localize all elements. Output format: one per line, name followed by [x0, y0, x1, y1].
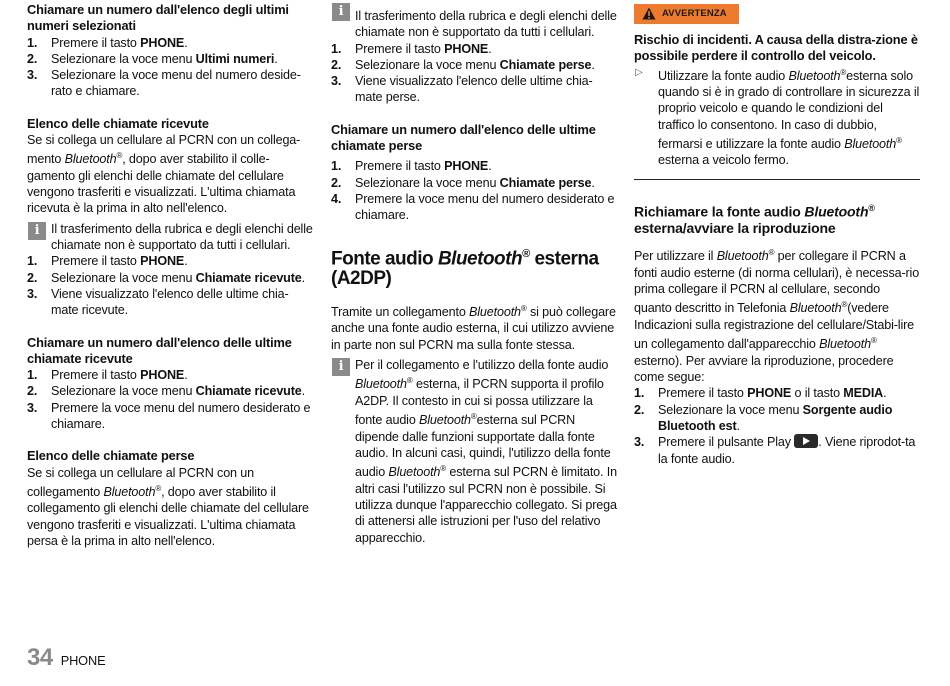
- triangle-bullet-icon: ▷: [635, 66, 643, 78]
- info-note: i Il trasferimento della rubrica e degli elenchi delle chiamate non è supportato da tutti i cellulari.: [27, 221, 313, 254]
- steps-call-from-missed: [331, 158, 617, 223]
- column-left: [27, 0, 313, 549]
- page-footer: [27, 644, 106, 671]
- info-icon: i: [332, 3, 350, 21]
- step-item: 3. Selezionare la voce menu del numero deside-rato e chiamare.: [27, 68, 301, 99]
- heading-call-from-received: Chiamare un numero dall'elenco delle ultime chiamate ricevute: [27, 334, 292, 366]
- step-item: 1. Premere il tasto PHONE.: [27, 368, 188, 383]
- column-right: [634, 0, 920, 467]
- step-item: 1. Premere il tasto PHONE.: [331, 41, 492, 56]
- warning-label: AVVERTENZA: [662, 8, 727, 19]
- warning-title: Rischio di incidenti. A causa della distra-zione è possibile perdere il controllo del veicolo.: [634, 32, 918, 64]
- info-note: i Il trasferimento della rubrica e degli elenchi delle chiamate non è supportato da tutti i cellulari.: [331, 8, 617, 41]
- steps-recent-dialed: [27, 35, 313, 100]
- step-item: 4. Premere la voce menu del numero desiderato e chiamare.: [331, 191, 615, 223]
- step-item: 2. Selezionare la voce menu Chiamate perse.: [331, 175, 595, 190]
- warning-badge: [634, 4, 739, 24]
- info-note: i Per il collegamento e l'utilizzo della fonte audio Bluetooth® esterna, il PCRN supporta il profilo A2DP. Il contesto in cui si possa utilizzare la fonte audio Bluetooth®esterna sul PCRN dipende dalle funzioni supportate dalla fonte audio. In alcuni casi, quindi, l'utilizzo della fonte audio Bluetooth® esterna sul PCRN è limitato. In altri casi l'utilizzo sul PCRN non è possibile. Si utilizza dunque l'apparecchio collegato. Si prega di attenersi alle istruzioni per l'uso del relativo apparecchio.: [331, 357, 617, 546]
- step-item: 2. Selezionare la voce menu Sorgente audio Bluetooth est.: [634, 402, 893, 433]
- step-item: 2. Selezionare la voce menu Chiamate ricevute.: [27, 384, 305, 399]
- info-icon: i: [332, 358, 350, 376]
- step-item: 3. Premere la voce menu del numero desiderato e chiamare.: [27, 400, 311, 432]
- step-item: 3. Premere il pulsante Play . Viene riprodot-ta la fonte audio.: [634, 435, 916, 466]
- steps-start-playback: [634, 385, 920, 466]
- paragraph-bluetooth-audio: Tramite un collegamento Bluetooth® si può collegare anche una fonte audio esterna, il cui utilizzo avviene in parte non sul PCRN ma sulla fonte stessa.: [331, 303, 616, 352]
- step-item: 1. Premere il tasto PHONE.: [27, 254, 188, 269]
- steps-missed-calls: [331, 41, 617, 106]
- step-item: 1. Premere il tasto PHONE.: [331, 159, 492, 174]
- step-item: 2. Selezionare la voce menu Ultimi numeri.: [27, 51, 278, 66]
- step-item: 3. Viene visualizzato l'elenco delle ultime chia-mate ricevute.: [27, 286, 289, 318]
- page-number: 34: [27, 644, 53, 671]
- step-item: 3. Viene visualizzato l'elenco delle ultime chia-mate perse.: [331, 74, 593, 105]
- warning-text: ▷ Utilizzare la fonte audio Bluetooth®esterna solo quando si è in grado di controllare in sicurezza il proprio veicolo e quando le condizioni del traffico lo consentono. In caso di dubbio, fermarsi e utilizzare la fonte audio Bluetooth® esterna a veicolo fermo.: [635, 66, 920, 168]
- step-item: 2. Selezionare la voce menu Chiamate perse.: [331, 57, 595, 72]
- heading-call-from-missed: Chiamare un numero dall'elenco delle ultime chiamate perse: [331, 121, 596, 154]
- steps-call-from-received: [27, 367, 313, 432]
- step-item: 1. Premere il tasto PHONE.: [27, 35, 188, 50]
- paragraph-received-calls: Se si collega un cellulare al PCRN con un collega-mento Bluetooth®, dopo aver stabilito il colle-gamento gli elenchi delle chiamate del cellulare vengono trasferiti e visualizzati. L'ultima chiamata ricevuta è la prima in alto nell'elenco.: [27, 133, 301, 216]
- steps-received-calls: [27, 253, 313, 318]
- column-middle: [331, 0, 617, 546]
- heading-start-playback: Richiamare la fonte audio Bluetooth® esterna/avviare la riproduzione: [634, 202, 875, 237]
- step-item: 1. Premere il tasto PHONE o il tasto MEDIA.: [634, 386, 887, 401]
- warning-icon: [642, 7, 656, 20]
- section-title-bluetooth-audio: Fonte audio Bluetooth® esterna (A2DP): [331, 247, 599, 289]
- paragraph-start-playback: Per utilizzare il Bluetooth® per collegare il PCRN a fonti audio esterne (di norma cellulari), è necessa-rio prima collegare il PCRN al cellulare, secondo quanto descritto in Telefonia Bluetooth®(vedere Indicazioni sulla registrazione del cellulare/Stabi-lire un collegamento dall'apparecchio Bluetooth® esterno). Per avviare la riproduzione, procedere come segue:: [634, 248, 920, 385]
- info-icon: i: [28, 222, 46, 240]
- play-button-icon: [794, 434, 818, 448]
- page-section-label: PHONE: [60, 653, 106, 668]
- step-item: 2. Selezionare la voce menu Chiamate ricevute.: [27, 270, 305, 285]
- heading-missed-calls: Elenco delle chiamate perse: [27, 448, 195, 464]
- heading-received-calls: Elenco delle chiamate ricevute: [27, 115, 209, 131]
- paragraph-missed-calls: Se si collega un cellulare al PCRN con un collegamento Bluetooth®, dopo aver stabilito il collegamento gli elenchi delle chiamate del cellulare vengono trasferiti e visualizzati. L'ultima chiamata persa è la prima in alto nell'elenco.: [27, 465, 309, 548]
- heading-recent-dialed: Chiamare un numero dall'elenco degli ultimi numeri selezionati: [27, 2, 289, 34]
